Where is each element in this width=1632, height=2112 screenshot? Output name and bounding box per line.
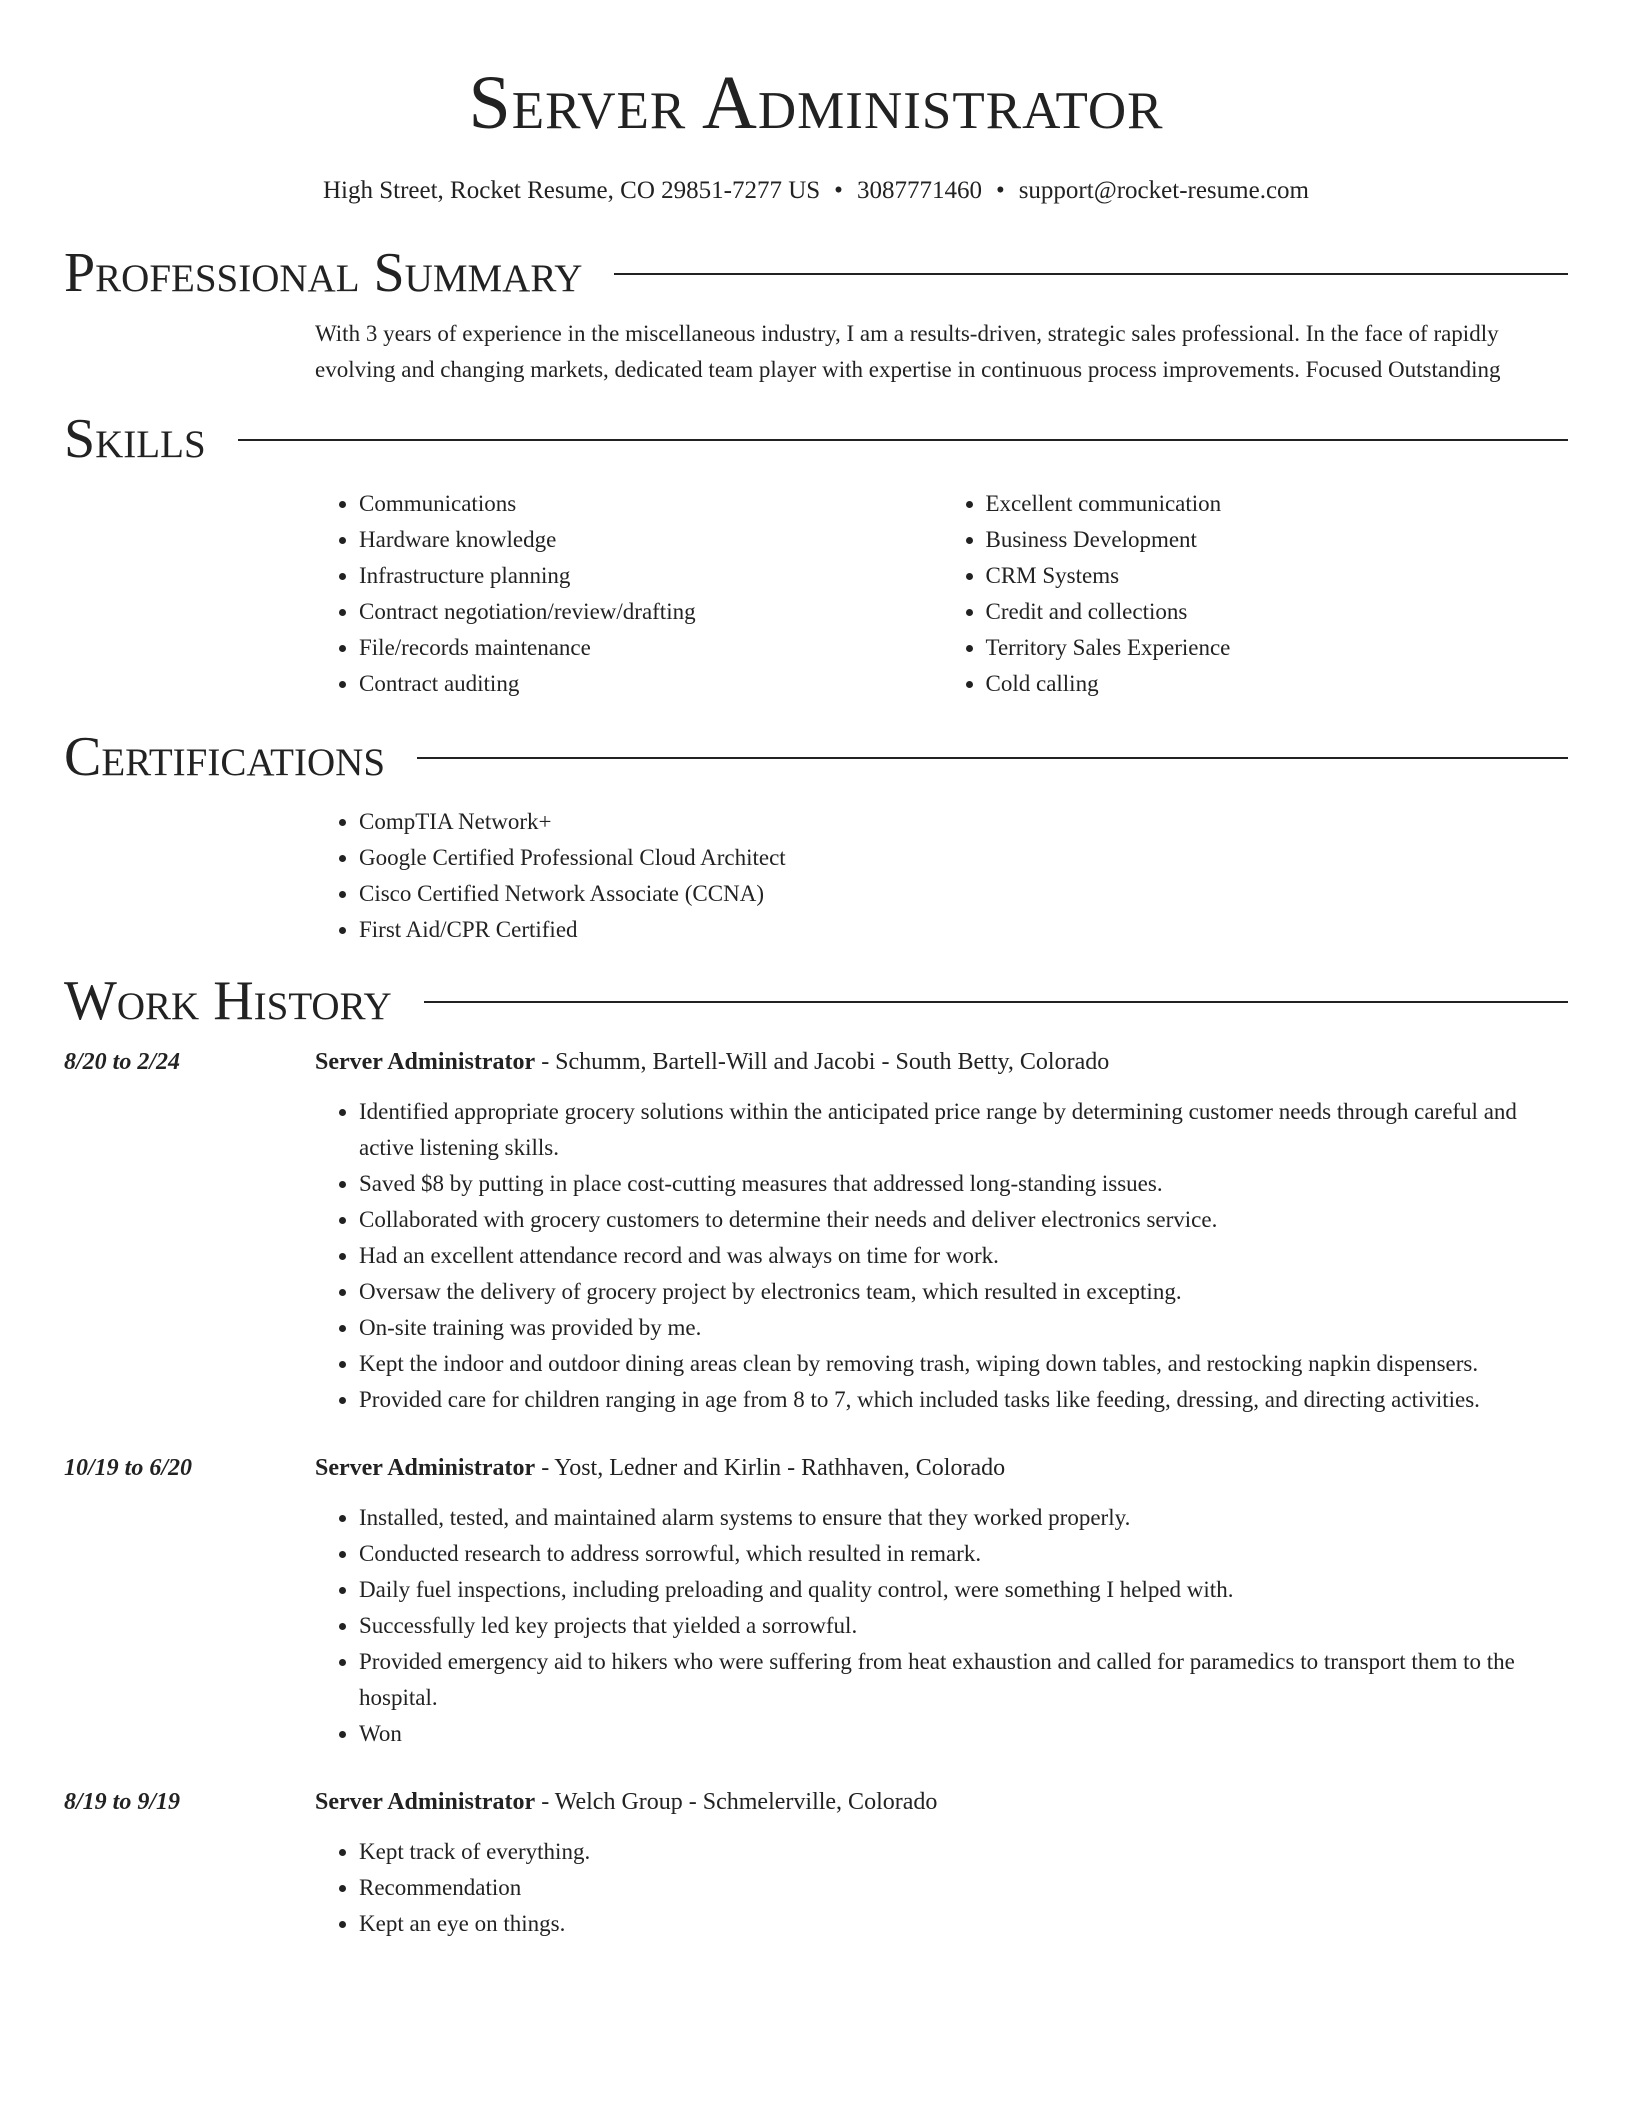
skill-item: • CRM Systems xyxy=(986,558,1569,594)
contact-address: High Street, Rocket Resume, CO 29851-7277 US xyxy=(322,177,821,204)
job-title: Server Administrator xyxy=(315,1455,536,1481)
job-entry xyxy=(64,1044,1568,1080)
summary-heading: Professional Summary xyxy=(64,242,583,304)
work-history-section-header xyxy=(64,968,1568,1034)
job-bullet-list xyxy=(315,1834,1568,1942)
job-company: - Yost, Ledner and Kirlin - Rathhaven, Colorado xyxy=(535,1455,1006,1481)
job-company: - Schumm, Bartell-Will and Jacobi - South Betty, Colorado xyxy=(535,1049,1110,1075)
candidate-name: Server Administrator xyxy=(468,61,1164,145)
skill-item: • File/records maintenance xyxy=(359,630,942,666)
job-entry xyxy=(64,1784,1568,1820)
job-bullet-list xyxy=(315,1500,1568,1752)
skill-item: • Excellent communication xyxy=(986,486,1569,522)
job-dates: 10/19 to 6/20 xyxy=(64,1455,193,1481)
contact-separator: • xyxy=(834,177,843,204)
job-bullet: • Won xyxy=(359,1716,1568,1752)
job-title-line xyxy=(315,1450,1005,1486)
certification-item: • Cisco Certified Network Associate (CCNA) xyxy=(359,876,1568,912)
certification-item: • Google Certified Professional Cloud Architect xyxy=(359,840,1568,876)
summary-text: With 3 years of experience in the miscellaneous industry, I am a results-driven, strategic sales professional. In the face of rapidly evolving and changing markets, dedicated team player with expertise in continuous process improvements. Focused Outstanding xyxy=(315,321,1501,382)
skill-item: • Business Development xyxy=(986,522,1569,558)
skill-item: • Hardware knowledge xyxy=(359,522,942,558)
certification-item: • CompTIA Network+ xyxy=(359,804,1568,840)
contact-email: support@rocket-resume.com xyxy=(1018,177,1309,204)
job-bullets xyxy=(315,1500,1568,1752)
job-bullet: • Daily fuel inspections, including preloading and quality control, were something I helped with. xyxy=(359,1572,1568,1608)
certifications-content xyxy=(315,804,1568,948)
job-bullets xyxy=(315,1094,1568,1418)
section-divider xyxy=(424,1001,1568,1003)
job-bullet: • Installed, tested, and maintained alarm systems to ensure that they worked properly. xyxy=(359,1500,1568,1536)
job-dates: 8/19 to 9/19 xyxy=(64,1789,181,1815)
skill-item: • Infrastructure planning xyxy=(359,558,942,594)
section-divider xyxy=(417,757,1568,759)
job-bullet: • Identified appropriate grocery solutions within the anticipated price range by determining customer needs through careful and active listening skills. xyxy=(359,1094,1568,1166)
job-bullets xyxy=(315,1834,1568,1942)
contact-separator: • xyxy=(995,177,1005,204)
section-divider xyxy=(614,273,1568,275)
job-bullet: • Had an excellent attendance record and was always on time for work. xyxy=(359,1238,1568,1274)
skill-item: • Contract negotiation/review/drafting xyxy=(359,594,942,630)
job-entry xyxy=(64,1450,1568,1486)
job-bullet: • Provided emergency aid to hikers who were suffering from heat exhaustion and called for paramedics to transport them to the hospital. xyxy=(359,1644,1568,1716)
job-bullet: • Recommendation xyxy=(359,1870,1568,1906)
skill-item: • Contract auditing xyxy=(359,666,942,702)
contact-line xyxy=(64,176,1568,206)
skills-left-list xyxy=(315,486,942,702)
skill-item: • Communications xyxy=(359,486,942,522)
skills-heading: Skills xyxy=(64,408,206,470)
certification-item: • First Aid/CPR Certified xyxy=(359,912,1568,948)
skill-item: • Territory Sales Experience xyxy=(986,630,1569,666)
job-title-line xyxy=(315,1784,937,1820)
skills-section-header xyxy=(64,406,1568,472)
job-bullet: • On-site training was provided by me. xyxy=(359,1310,1568,1346)
job-bullet: • Kept the indoor and outdoor dining areas clean by removing trash, wiping down tables, and restocking napkin dispensers. xyxy=(359,1346,1568,1382)
job-bullet: • Collaborated with grocery customers to determine their needs and deliver electronics service. xyxy=(359,1202,1568,1238)
job-title: Server Administrator xyxy=(315,1049,536,1075)
job-bullet: • Conducted research to address sorrowful, which resulted in remark. xyxy=(359,1536,1568,1572)
job-bullet-list xyxy=(315,1094,1568,1418)
skills-grid xyxy=(315,486,1568,702)
skill-item: • Credit and collections xyxy=(986,594,1569,630)
job-title: Server Administrator xyxy=(315,1789,536,1815)
contact-phone: 3087771460 xyxy=(856,177,982,204)
section-divider xyxy=(238,439,1568,441)
job-title-line xyxy=(315,1044,1109,1080)
job-bullet: • Kept an eye on things. xyxy=(359,1906,1568,1942)
job-bullet: • Kept track of everything. xyxy=(359,1834,1568,1870)
skill-item: • Cold calling xyxy=(986,666,1569,702)
job-company: - Welch Group - Schmelerville, Colorado xyxy=(535,1789,938,1815)
job-bullet: • Saved $8 by putting in place cost-cutting measures that addressed long-standing issues. xyxy=(359,1166,1568,1202)
summary-section-header xyxy=(64,240,1568,306)
certifications-section-header xyxy=(64,724,1568,790)
job-bullet: • Successfully led key projects that yielded a sorrowful. xyxy=(359,1608,1568,1644)
certifications-list xyxy=(315,804,1568,948)
job-bullet: • Provided care for children ranging in age from 8 to 7, which included tasks like feeding, dressing, and directing activities. xyxy=(359,1382,1568,1418)
skills-right-list xyxy=(942,486,1569,702)
certifications-heading: Certifications xyxy=(64,726,386,788)
job-dates: 8/20 to 2/24 xyxy=(64,1049,181,1075)
job-bullet: • Oversaw the delivery of grocery project by electronics team, which resulted in excepting. xyxy=(359,1274,1568,1310)
work-history-heading: Work History xyxy=(64,970,392,1032)
